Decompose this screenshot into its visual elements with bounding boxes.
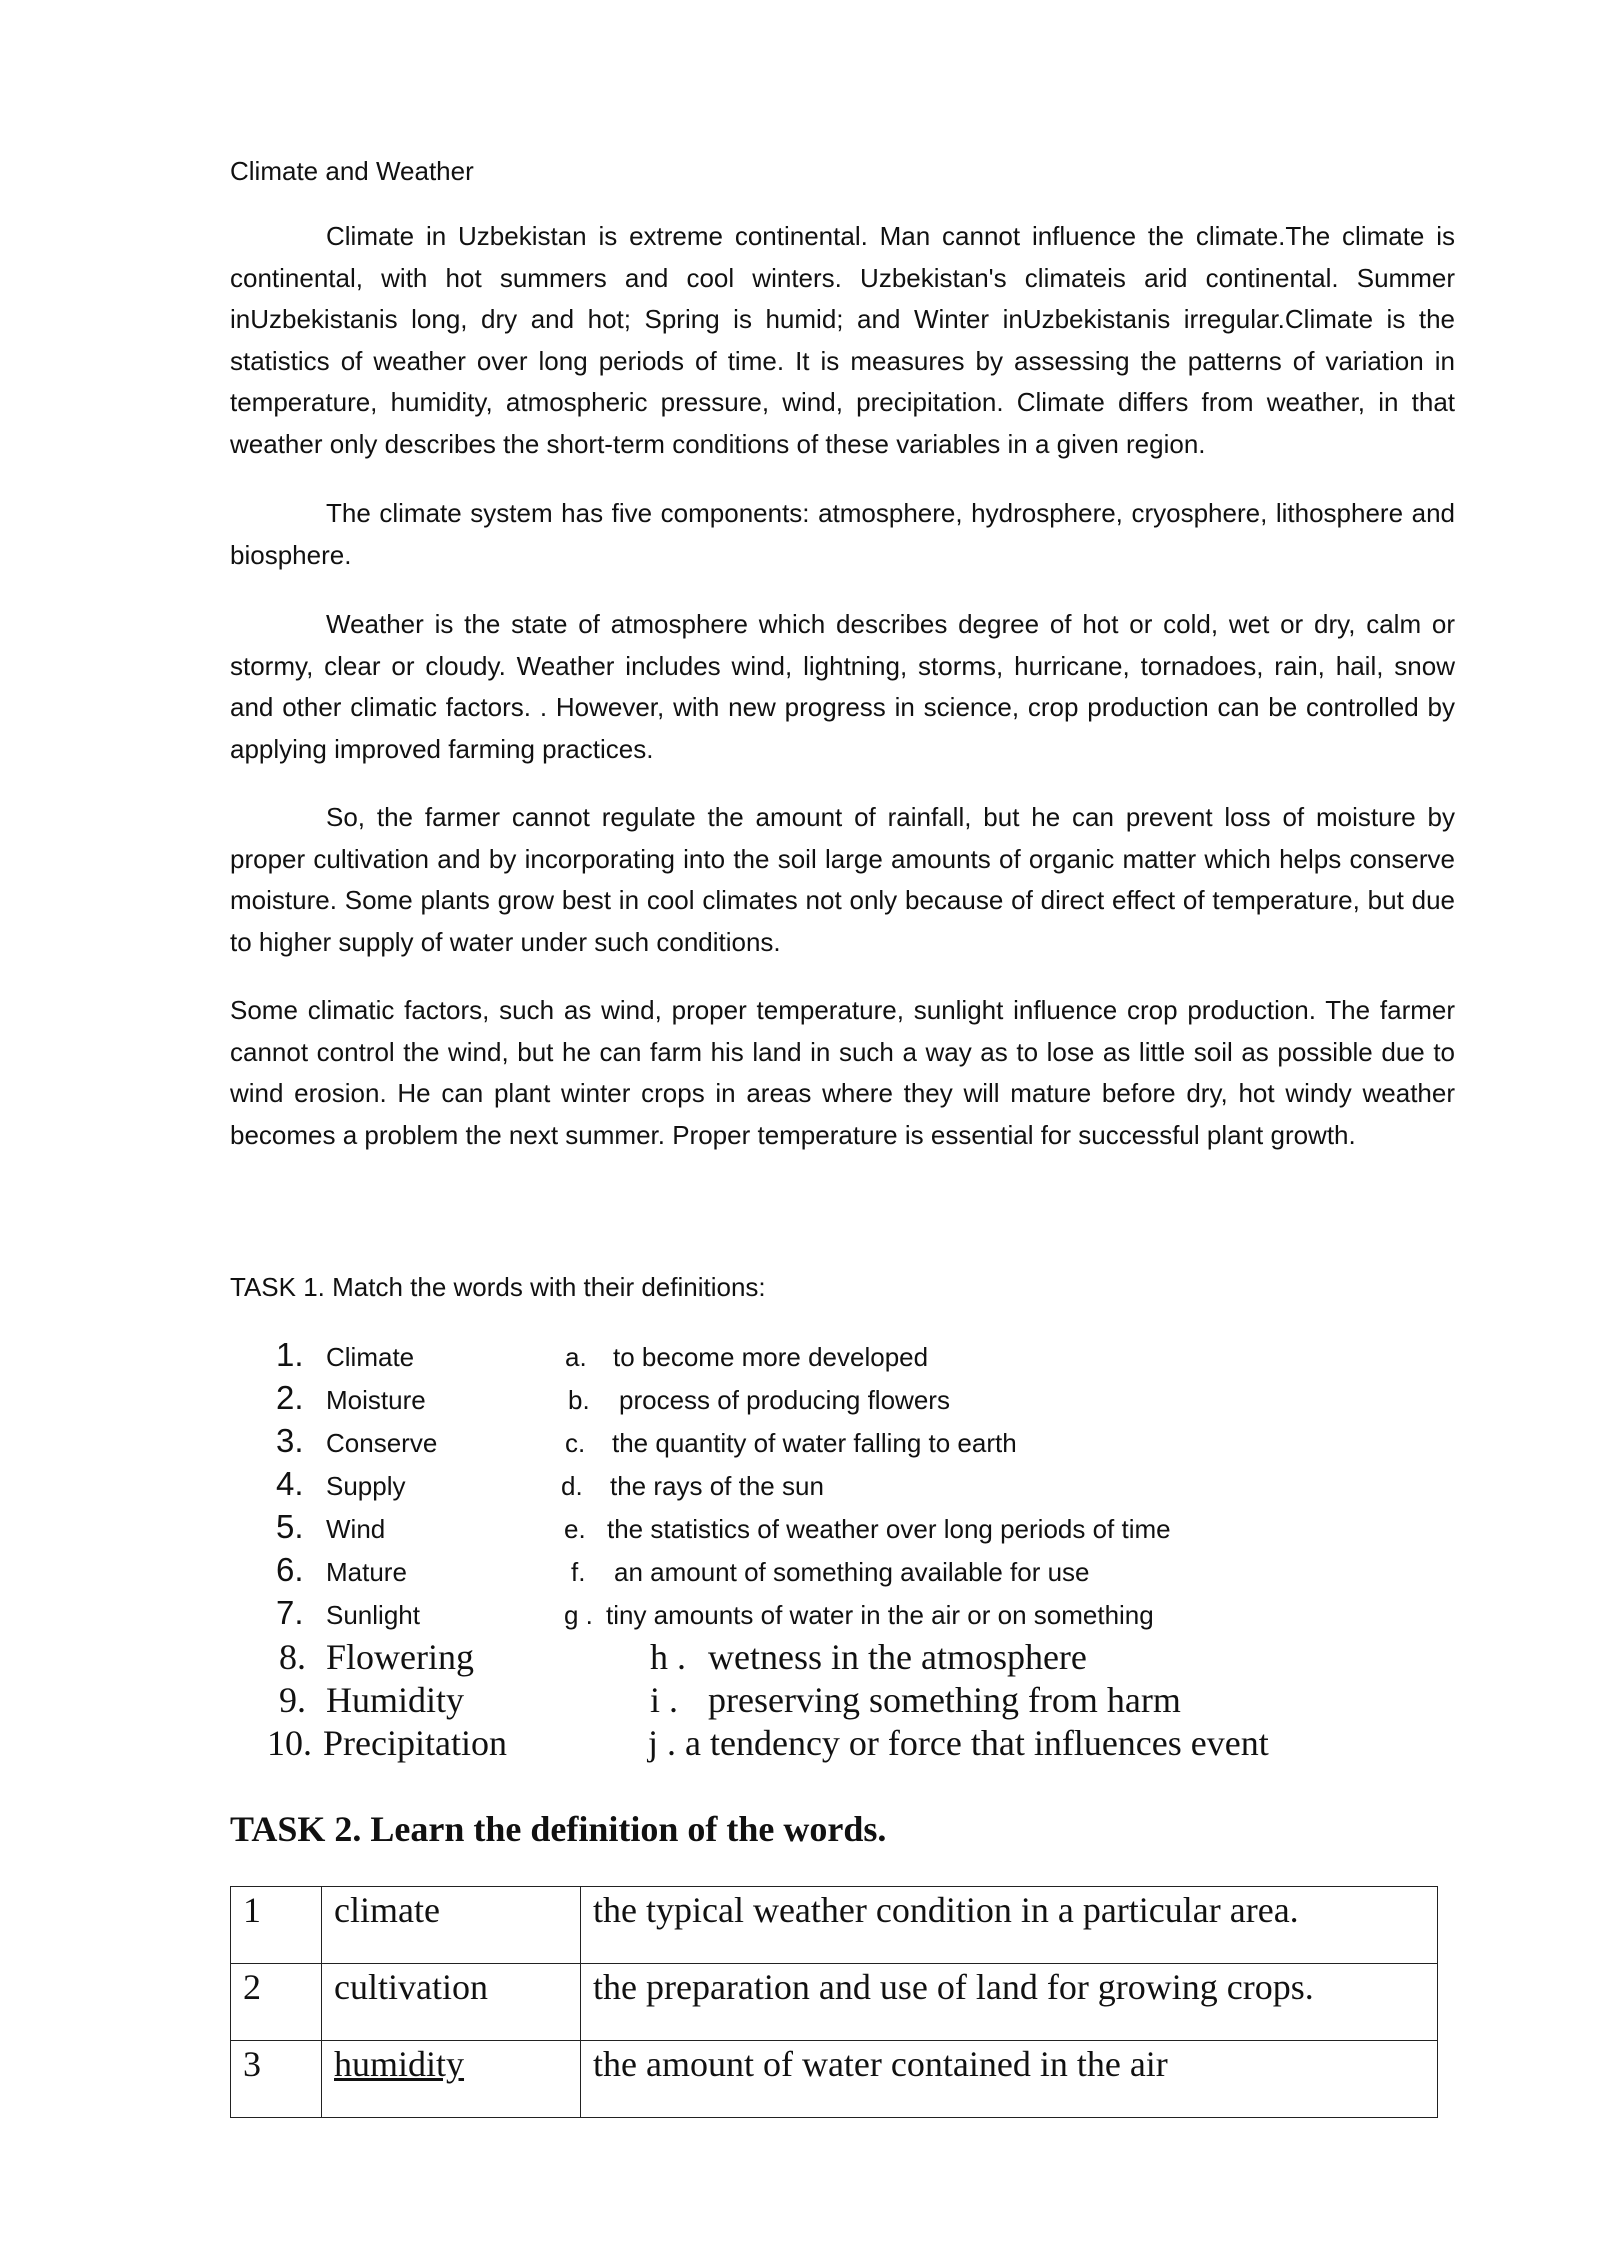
item-number: 3.	[276, 1422, 304, 1459]
paragraph-weather: Weather is the state of atmosphere which describes degree of hot or cold, wet or dry, calm or stormy, clear or cloudy. Weather includes wind, lightning, storms, hurricane, tornadoes, rain, hail, snow and other climatic factors. . However, with new progress in science, crop production can be controlled by applying improved farming practices.	[230, 609, 1455, 764]
table-cell-definition: the preparation and use of land for growing crops.	[581, 1964, 1438, 2041]
item-definition: to become more developed	[613, 1342, 929, 1372]
item-number: 5.	[276, 1508, 304, 1545]
item-letter: f.	[571, 1557, 586, 1587]
item-number: 4.	[276, 1465, 304, 1502]
table-cell-word: humidity	[322, 2041, 581, 2118]
item-number: 2.	[276, 1379, 304, 1416]
item-word: Conserve	[326, 1428, 438, 1458]
item-word: Moisture	[326, 1385, 426, 1415]
table-cell-definition: the amount of water contained in the air	[581, 2041, 1438, 2118]
item-definition: the statistics of weather over long periods of time	[607, 1514, 1171, 1544]
item-word: Sunlight	[326, 1600, 420, 1630]
item-definition: a tendency or force that influences event	[685, 1723, 1269, 1763]
item-number: 6.	[276, 1551, 304, 1588]
item-word: Flowering	[326, 1637, 474, 1677]
item-definition: an amount of something available for use	[614, 1557, 1090, 1587]
paragraph-climate-uzbekistan: Climate in Uzbekistan is extreme continental. Man cannot influence the climate.The climate is continental, with hot summers and cool winters. Uzbekistan's climateis arid continental. Summer inUzbekistanis long, dry and hot; Spring is humid; and Winter inUzbekistanis irregular.Climate is the statistics of weather over long periods of time. It is measures by assessing the patterns of variation in temperature, humidity, atmospheric pressure, wind, precipitation. Climate differs from weather, in that weather only describes the short-term conditions of these variables in a given region.	[230, 221, 1455, 459]
item-definition: process of producing flowers	[619, 1385, 950, 1415]
item-letter: a.	[565, 1342, 587, 1372]
item-letter: e.	[564, 1514, 586, 1544]
table-cell-word: climate	[322, 1887, 581, 1964]
item-definition: the quantity of water falling to earth	[612, 1428, 1017, 1458]
item-letter: b.	[568, 1385, 590, 1415]
item-definition: preserving something from harm	[708, 1680, 1181, 1720]
paragraph-farmer-rainfall: So, the farmer cannot regulate the amount of rainfall, but he can prevent loss of moisture by proper cultivation and by incorporating into the soil large amounts of organic matter which helps conserve moisture. Some plants grow best in cool climates not only because of direct effect of temperature, but due to higher supply of water under such conditions.	[230, 802, 1455, 957]
item-letter: d.	[561, 1471, 583, 1501]
item-number: 7.	[276, 1594, 304, 1631]
definition-table	[230, 1886, 1438, 2118]
item-letter: j .	[648, 1723, 677, 1763]
task1-heading: TASK 1. Match the words with their definitions:	[230, 1272, 766, 1302]
item-word: Climate	[326, 1342, 415, 1372]
item-word: Wind	[326, 1514, 386, 1544]
document-title: Climate and Weather	[230, 156, 474, 186]
item-number: 1.	[276, 1336, 304, 1373]
item-word: Humidity	[326, 1680, 465, 1720]
table-cell-word: cultivation	[322, 1964, 581, 2041]
item-word: Mature	[326, 1557, 407, 1587]
item-definition: wetness in the atmosphere	[708, 1637, 1087, 1677]
item-number: 8.	[279, 1637, 306, 1677]
table-row	[231, 2041, 1438, 2118]
table-cell-definition: the typical weather condition in a particular area.	[581, 1887, 1438, 1964]
item-letter: h .	[650, 1637, 686, 1677]
table-row	[231, 1887, 1438, 1964]
paragraph-climatic-factors: Some climatic factors, such as wind, proper temperature, sunlight influence crop production. The farmer cannot control the wind, but he can farm his land in such a way as to lose as little soil as possible due to wind erosion. He can plant winter crops in areas where they will mature before dry, hot windy weather becomes a problem the next summer. Proper temperature is essential for successful plant growth.	[230, 995, 1455, 1150]
item-letter: i .	[650, 1680, 679, 1720]
item-letter: g .	[564, 1600, 593, 1630]
table-cell-number: 2	[231, 1964, 322, 2041]
item-definition: the rays of the sun	[610, 1471, 824, 1501]
paragraph-climate-system: The climate system has five components: atmosphere, hydrosphere, cryosphere, lithosphere and biosphere.	[230, 498, 1455, 570]
item-word: Supply	[326, 1471, 406, 1501]
table-cell-number: 3	[231, 2041, 322, 2118]
item-number: 10.	[267, 1723, 312, 1763]
item-definition: tiny amounts of water in the air or on something	[606, 1600, 1154, 1630]
table-row	[231, 1964, 1438, 2041]
item-word: Precipitation	[323, 1723, 507, 1763]
table-cell-number: 1	[231, 1887, 322, 1964]
item-letter: c.	[565, 1428, 586, 1458]
task2-heading: TASK 2. Learn the definition of the words.	[230, 1809, 887, 1849]
item-number: 9.	[279, 1680, 306, 1720]
